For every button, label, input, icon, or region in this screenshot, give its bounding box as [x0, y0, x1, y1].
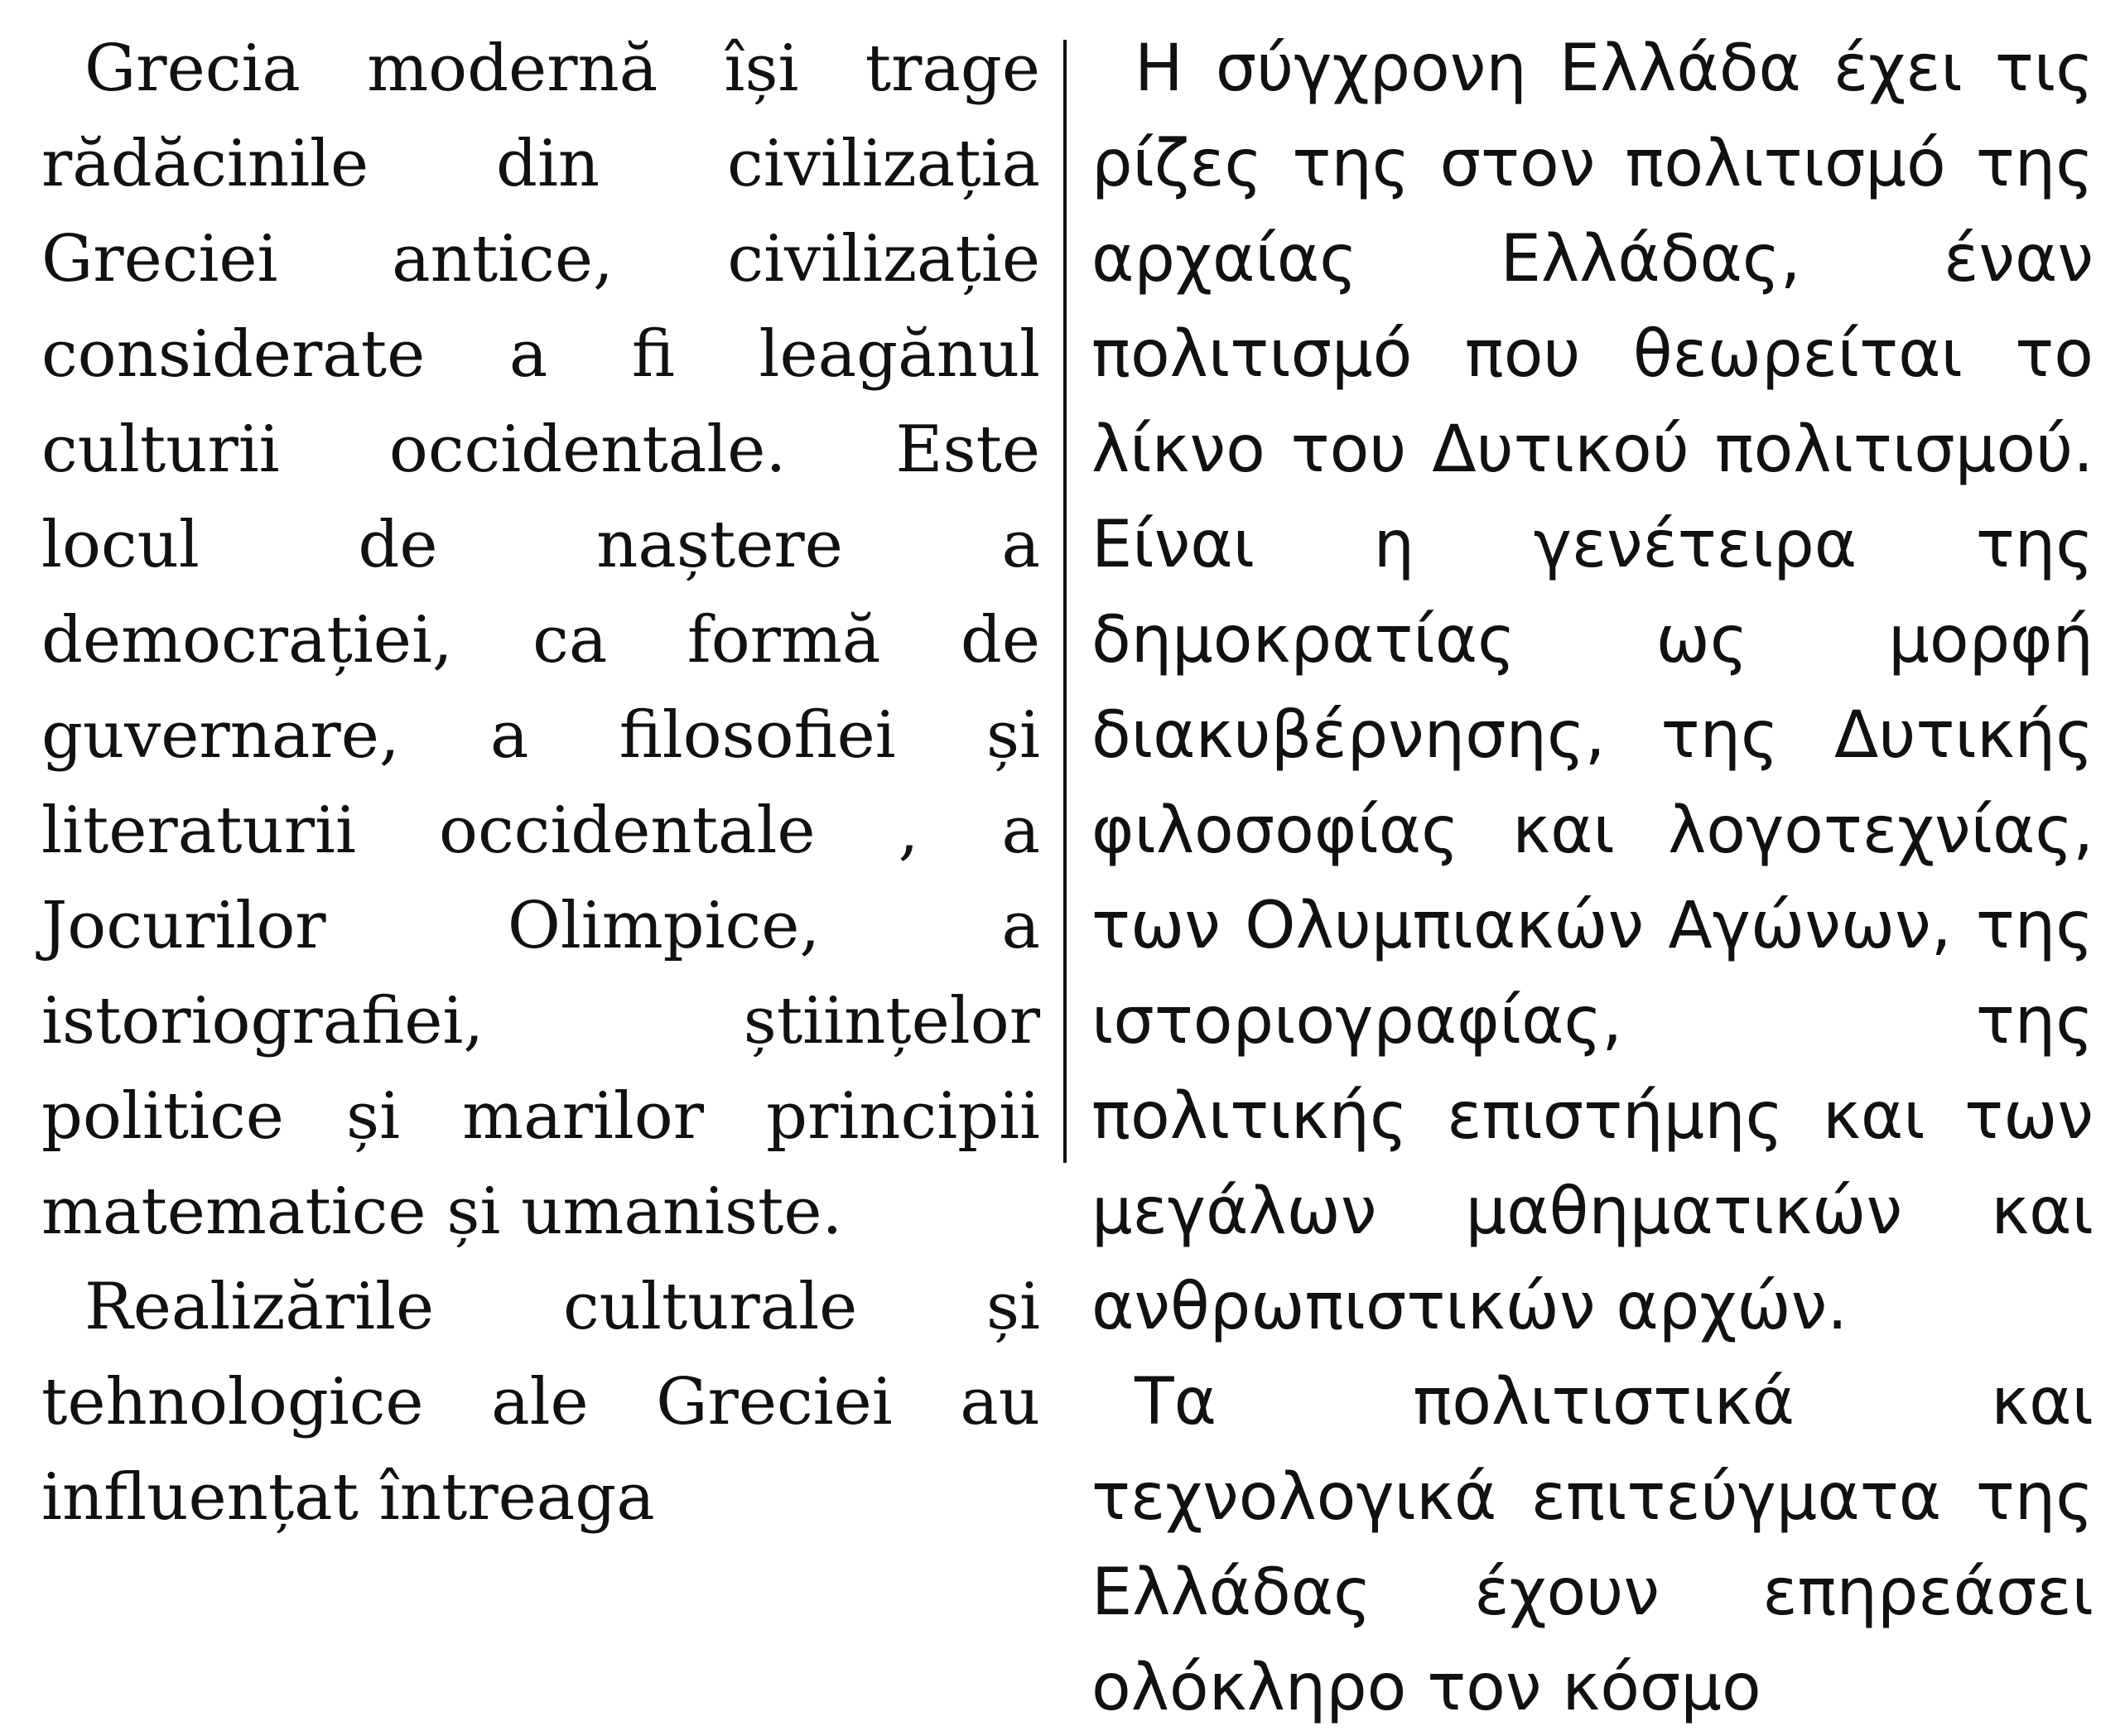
- greek-paragraph-2: Τα πολιτιστικά και τεχνολογικά επιτεύγματα της Ελλάδας έχουν επηρεάσει ολόκληρο τον κόσμο: [1091, 1365, 2094, 1725]
- romanian-text-column: [41, 22, 1040, 1535]
- column-divider: [1063, 40, 1067, 1163]
- romanian-paragraph-1: Grecia modernă își trage rădăcinile din civilizația Greciei antice, civilizație considerate a fi leagănul culturii occidentale. Este locul de naștere a democrației, ca formă de guvernare, a filosofiei și literaturii occidentale , a Jocurilor Olimpice, a istoriografiei, științelor politice și marilor principii matematice și umaniste.: [41, 31, 1040, 1249]
- greek-text-column: [1091, 22, 2094, 1725]
- romanian-paragraph-2: Realizările culturale și tehnologice ale Greciei au influențat întreaga: [41, 1270, 1040, 1535]
- greek-paragraph-1: Η σύγχρονη Ελλάδα έχει τις ρίζες της στον πολιτισμό της αρχαίας Ελλάδας, έναν πολιτισμό που θεωρείται το λίκνο του Δυτικού πολιτισμού. Είναι η γενέτειρα της δημοκρατίας ως μορφή διακυβέρνησης, της Δυτικής φιλοσοφίας και λογοτεχνίας, των Ολυμπιακών Αγώνων, της ιστοριογραφίας, της πολιτικής επιστήμης και των μεγάλων μαθηματικών και ανθρωπιστικών αρχών.: [1091, 31, 2094, 1344]
